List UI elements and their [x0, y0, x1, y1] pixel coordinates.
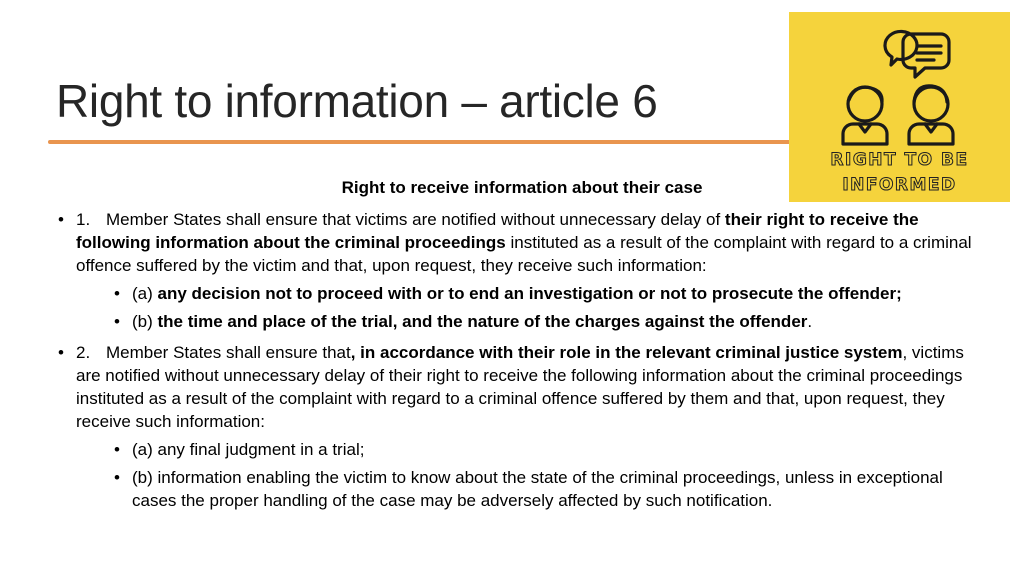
paragraph-1	[58, 208, 988, 333]
sub-item-a	[76, 438, 988, 461]
two-people-speech-bubble-icon	[789, 12, 1010, 152]
bullet: •	[114, 312, 120, 331]
paragraph-number: 1.	[76, 210, 91, 229]
slide-title: Right to information – article 6	[56, 75, 658, 127]
sub-item-b	[76, 310, 988, 333]
bullet: •	[114, 284, 120, 303]
paragraph-text: instituted as a result of the complaint with regard to a criminal offence suffered by the victim and that, upon request, they receive such information:	[76, 233, 972, 275]
section-subheading: Right to receive information about their case	[341, 178, 703, 197]
right-to-be-informed-badge	[789, 12, 1010, 202]
sub-item-text: (a) any final judgment in a trial;	[132, 440, 365, 459]
paragraph-text: Member States shall ensure that	[106, 343, 351, 362]
sub-item-emphasis: the time and place of the trial, and the nature of the charges against the offender	[157, 312, 808, 331]
paragraph-2	[58, 341, 988, 512]
paragraph-emphasis: their right to receive the following information about the criminal proceedings	[76, 210, 919, 252]
paragraph-text: , victims are notified without unnecessary delay of their right to receive the following information about the criminal proceedings instituted as a result of the complaint with regard to a criminal offence suffered by them and that, upon request, they receive such information:	[76, 343, 964, 431]
sub-item-a	[76, 282, 988, 305]
sub-item-emphasis: any decision not to proceed with or to end an investigation or not to prosecute the offender;	[157, 284, 902, 303]
paragraph-emphasis: , in accordance with their role in the relevant criminal justice system	[350, 343, 903, 362]
article-text	[58, 208, 988, 518]
bullet: •	[58, 343, 64, 362]
bullet: •	[114, 440, 120, 459]
title-underline	[48, 140, 793, 144]
badge-label-line1: RIGHT TO BE	[830, 150, 969, 170]
paragraph-number: 2.	[76, 343, 91, 362]
sub-item-end: .	[807, 312, 813, 331]
sub-item-prefix: (a)	[132, 284, 158, 303]
paragraph-text: Member States shall ensure that victims are notified without unnecessary delay of	[106, 210, 725, 229]
sub-item-prefix: (b)	[132, 312, 158, 331]
sub-item-text: (b) information enabling the victim to know about the state of the criminal proceedings, unless in exceptional cases the proper handling of the case may be adversely affected by such notification.	[132, 468, 943, 510]
badge-label-line2: INFORMED	[842, 175, 957, 195]
sub-item-b	[76, 466, 988, 512]
bullet: •	[114, 468, 120, 487]
bullet: •	[58, 210, 64, 229]
